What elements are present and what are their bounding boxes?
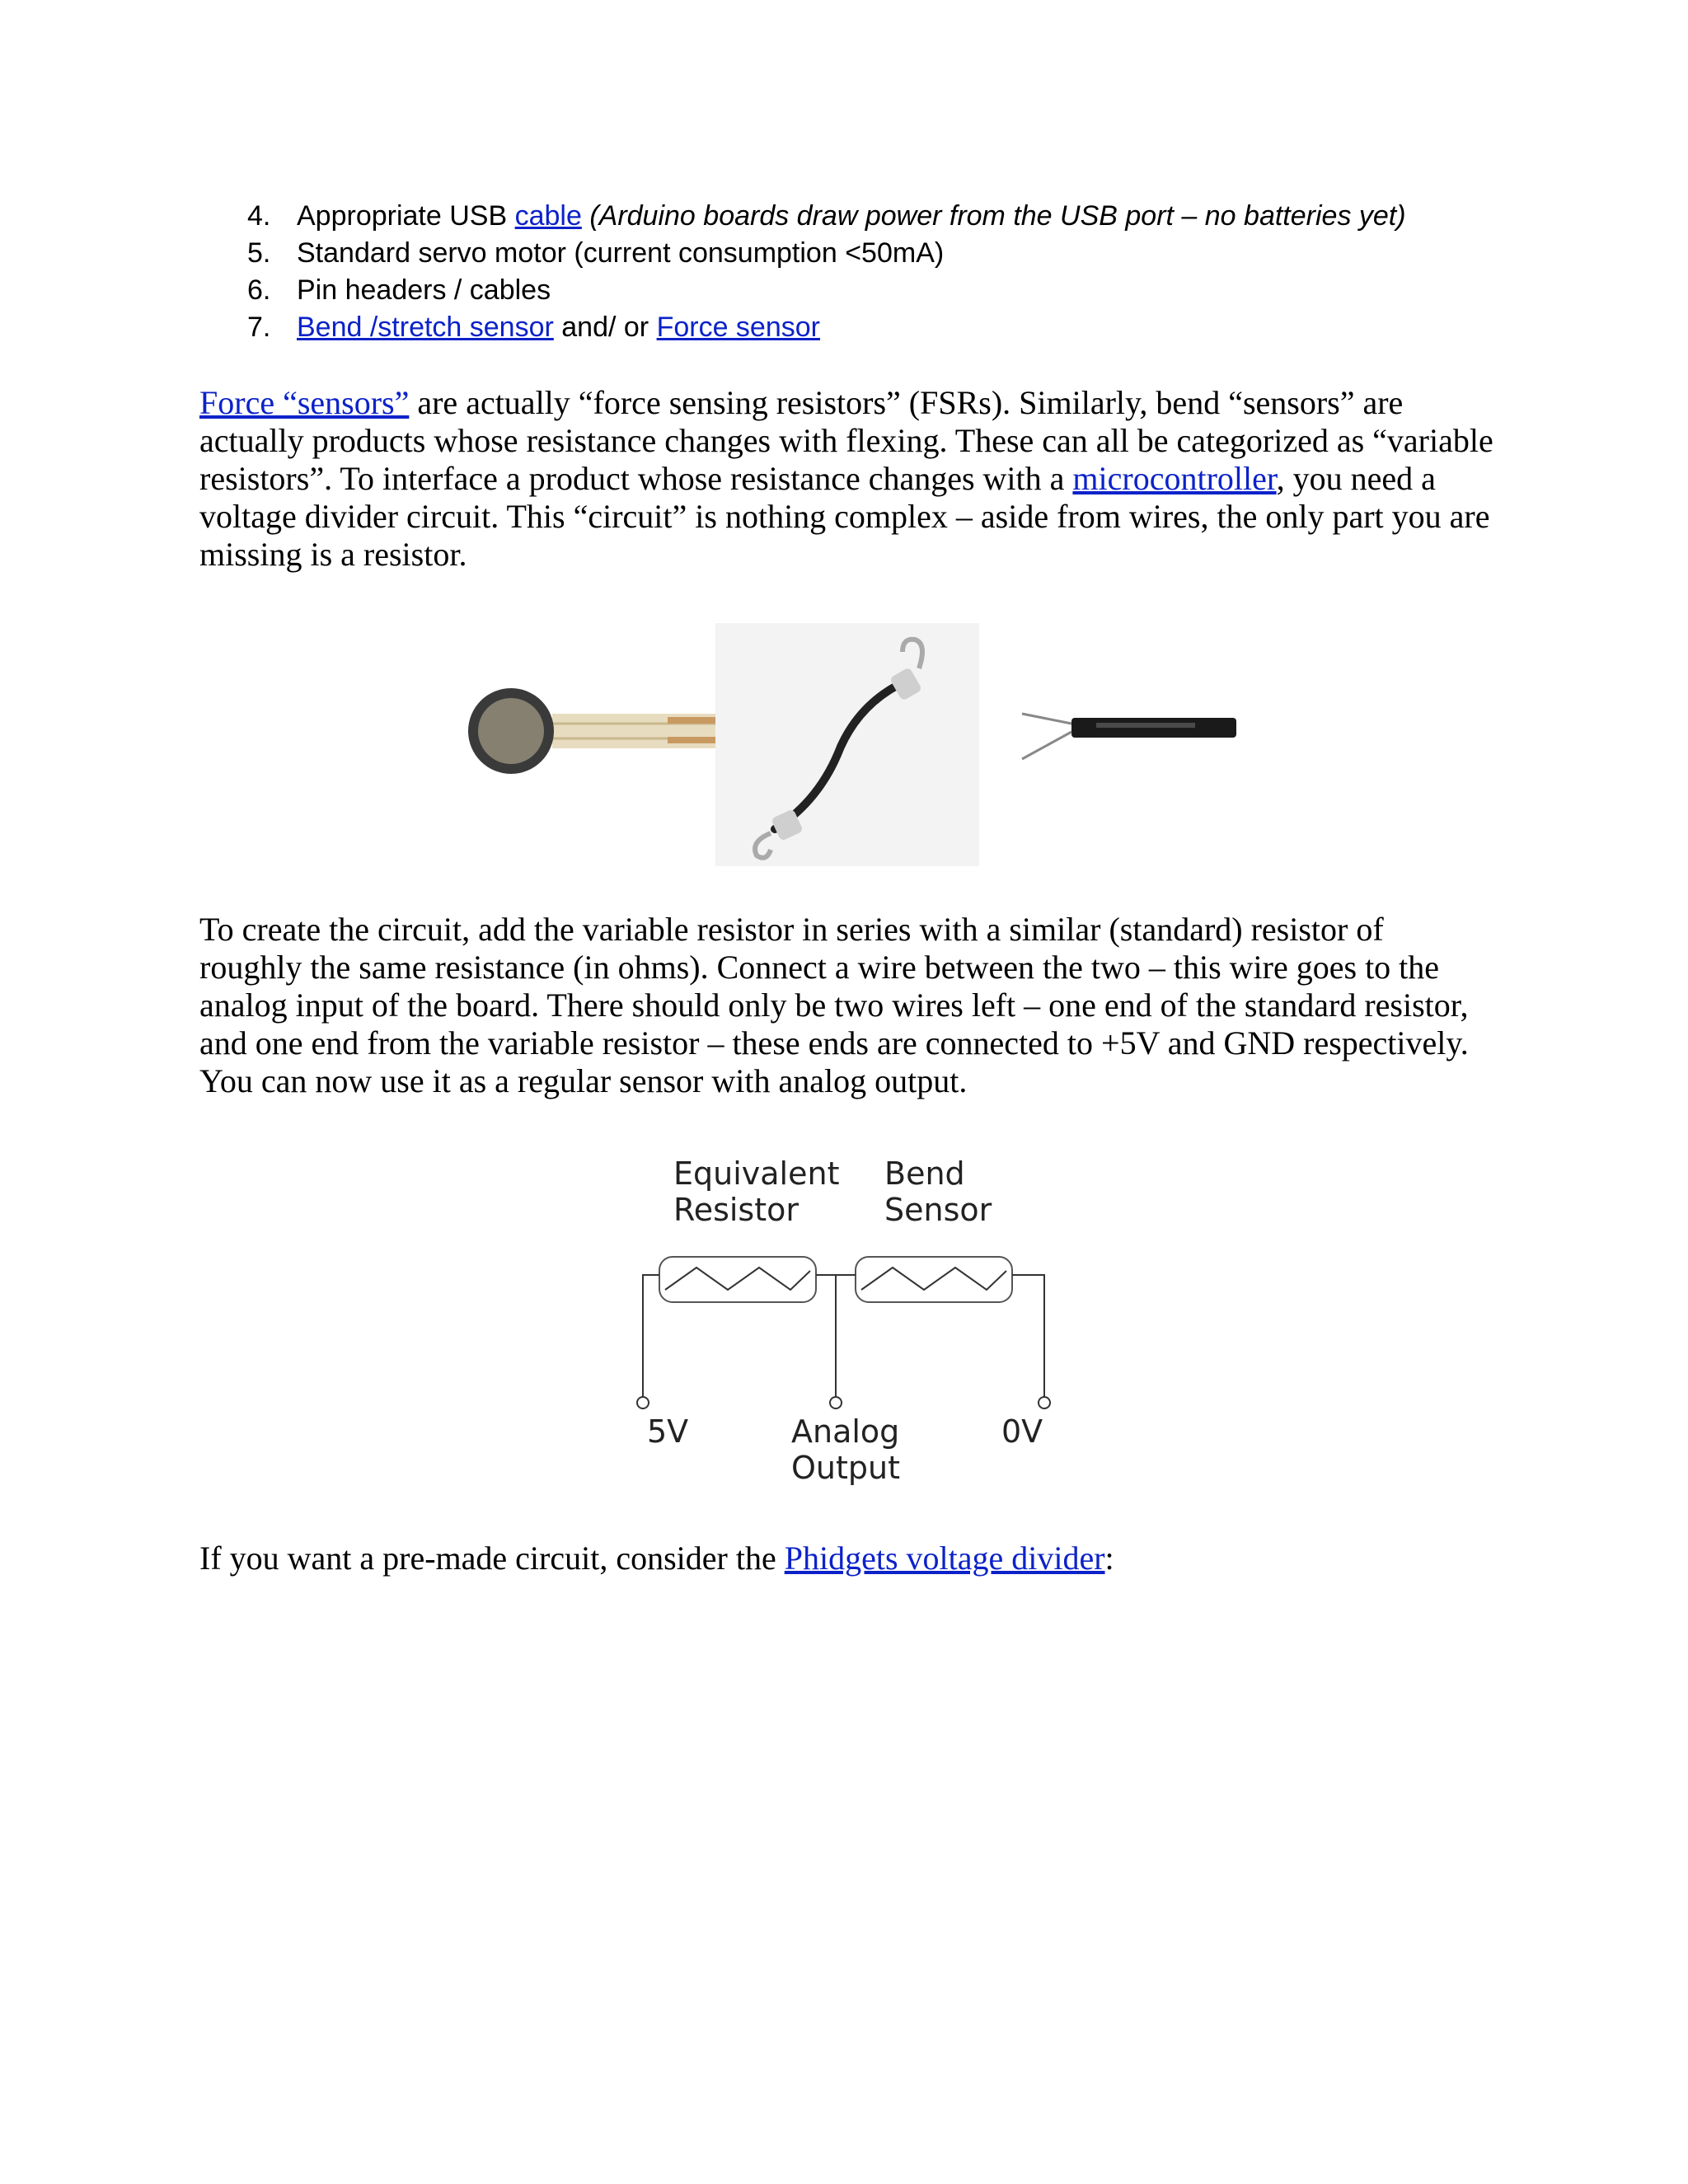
list-number: 5. bbox=[247, 237, 271, 269]
phidgets-voltage-divider-link[interactable]: Phidgets voltage divider bbox=[784, 1540, 1105, 1577]
bend-sensor-label: Bend Sensor bbox=[884, 1155, 992, 1228]
list-text: and/ or bbox=[553, 312, 657, 343]
force-sensor-link[interactable]: Force sensor bbox=[656, 312, 820, 343]
list-item bbox=[247, 272, 1484, 309]
terminal-5v bbox=[637, 1397, 649, 1408]
paragraph-text: are actually “force sensing resistors” (FSRs). Similarly, bend “sensors” are actually products whose resistance changes with flexing. These can all be categorized as “variable resistors”. To interface a product whose resistance changes with a bbox=[199, 384, 1493, 497]
paragraph-text: If you want a pre-made circuit, consider the bbox=[199, 1540, 785, 1577]
stretch-sensor-photo bbox=[1022, 714, 1236, 759]
list-text: Appropriate USB bbox=[297, 200, 515, 232]
terminal-0v bbox=[1039, 1397, 1050, 1408]
microcontroller-link[interactable]: microcontroller bbox=[1072, 460, 1277, 497]
voltage-divider-diagram bbox=[622, 1146, 1067, 1508]
list-number: 4. bbox=[247, 200, 271, 232]
paragraph-circuit: To create the circuit, add the variable resistor in series with a similar (standard) resistor of roughly the same resistance (in ohms). Connect a wire between the two – this wire goes to the analog input of the board. There should only be two wires left – one end of the standard resistor, and one end from the variable resistor – these ends are connected to +5V and GND respectively. You can now use it as a regular sensor with analog output. bbox=[199, 911, 1469, 1099]
cable-link[interactable]: cable bbox=[514, 200, 582, 232]
force-sensors-link[interactable]: Force “sensors” bbox=[199, 384, 410, 421]
sensor-photos bbox=[445, 623, 1261, 866]
list-number: 7. bbox=[247, 312, 271, 343]
analog-output-label: Analog Output bbox=[791, 1413, 900, 1486]
list-item bbox=[247, 235, 1484, 272]
paragraph-fsr bbox=[199, 384, 1493, 574]
5v-label: 5V bbox=[647, 1413, 689, 1450]
list-item bbox=[247, 198, 1484, 235]
list-text: Pin headers / cables bbox=[297, 274, 551, 306]
terminal-analog bbox=[830, 1397, 842, 1408]
list-note: (Arduino boards draw power from the USB port – no batteries yet) bbox=[581, 200, 1406, 232]
equivalent-resistor-label: Equivalent Resistor bbox=[673, 1155, 840, 1228]
requirements-list bbox=[247, 198, 1484, 346]
list-item bbox=[247, 309, 1484, 346]
paragraph-text: : bbox=[1104, 1540, 1114, 1577]
paragraph-text: , you need a voltage divider circuit. This “circuit” is nothing complex – aside from wires, the only part you are missing is a resistor. bbox=[199, 460, 1490, 573]
list-number: 6. bbox=[247, 274, 271, 306]
bend-sensor-photo bbox=[715, 623, 979, 866]
force-sensor-photo bbox=[468, 688, 717, 774]
0v-label: 0V bbox=[1001, 1413, 1043, 1450]
list-text: Standard servo motor (current consumption <50mA) bbox=[297, 237, 945, 269]
paragraph-phidgets bbox=[199, 1540, 1493, 1577]
bend-stretch-sensor-link[interactable]: Bend /stretch sensor bbox=[297, 312, 554, 343]
